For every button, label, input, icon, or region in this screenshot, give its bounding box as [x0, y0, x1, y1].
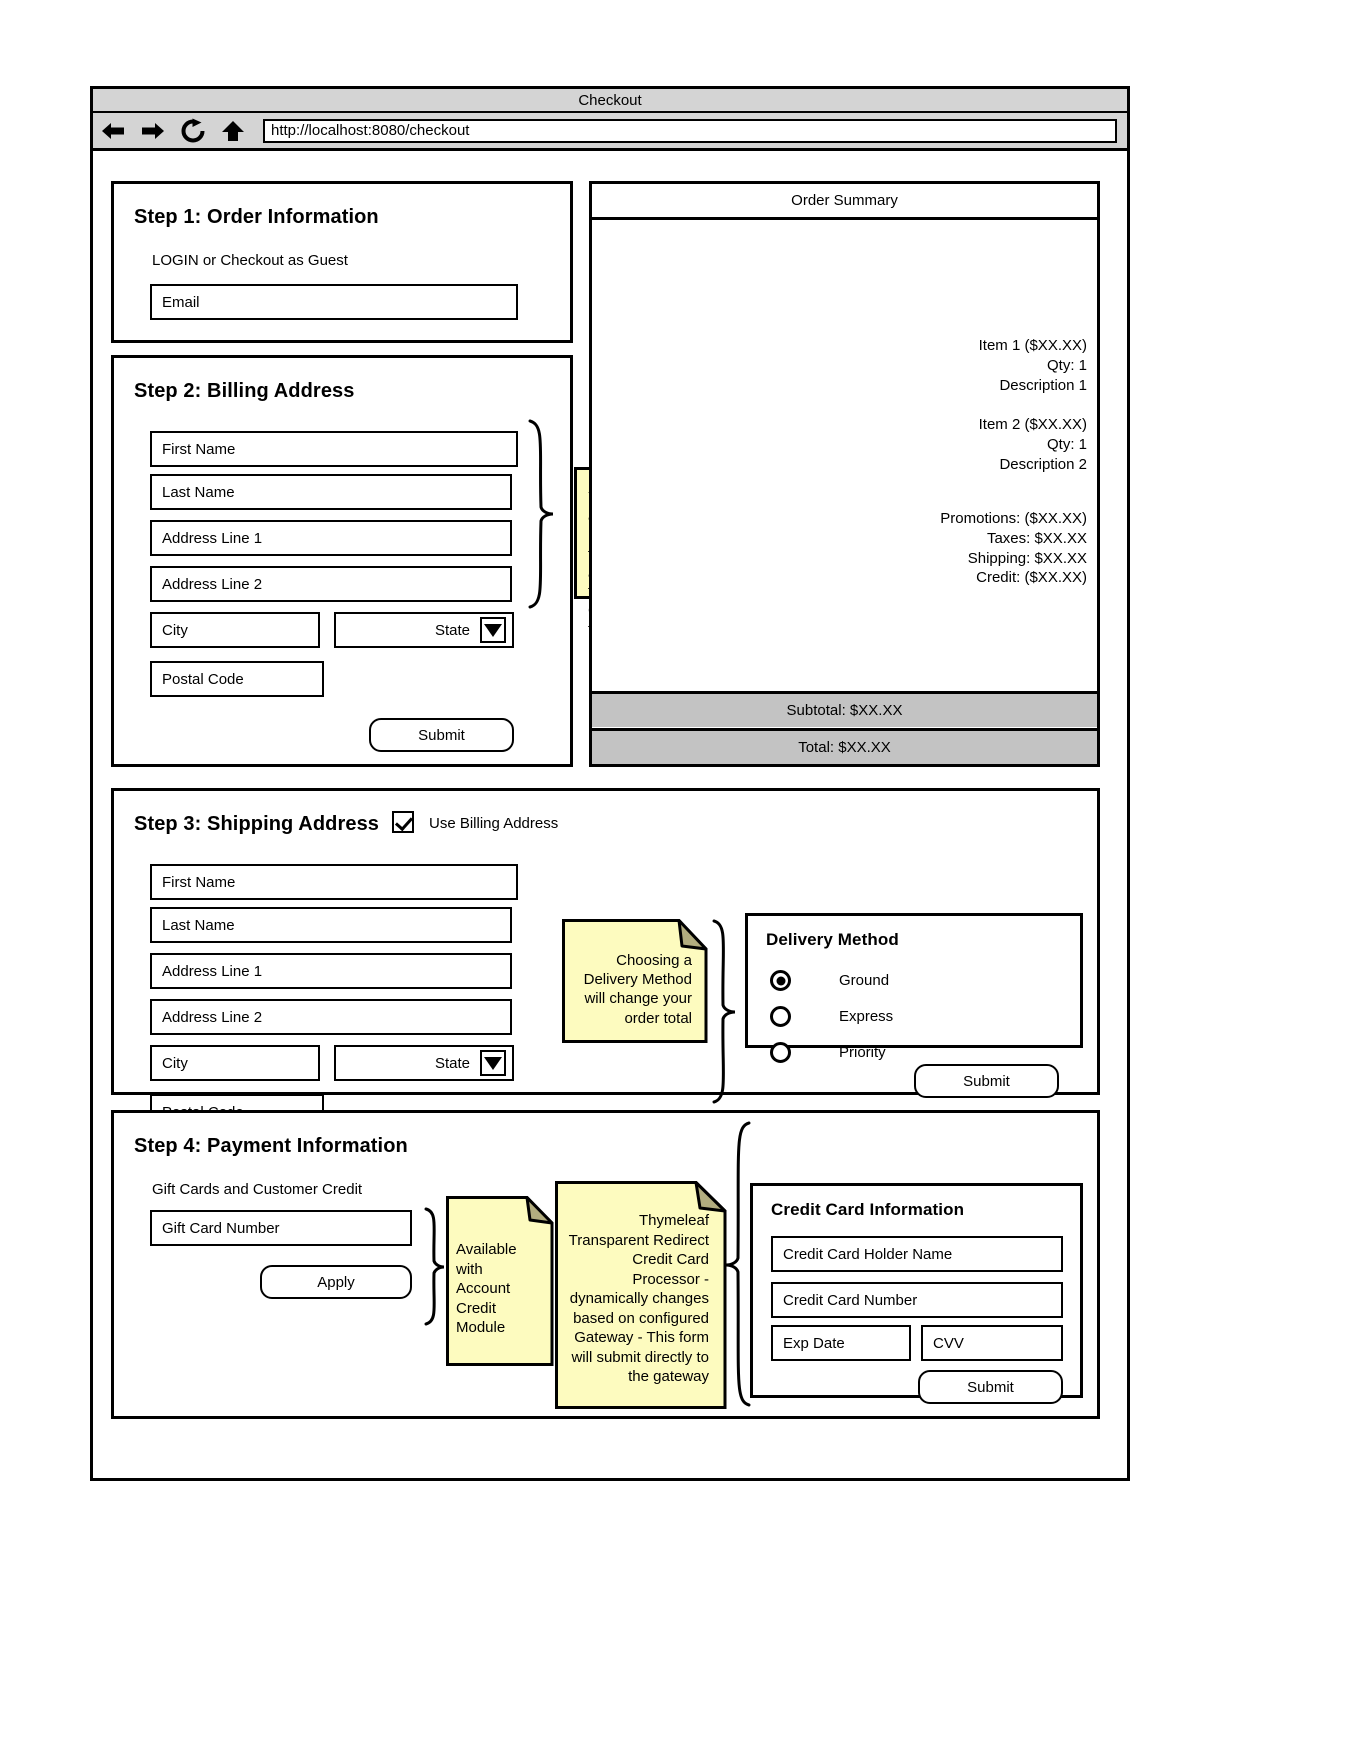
billing-address2-input[interactable]: [150, 566, 512, 602]
order-item-qty: Qty: 1: [1046, 436, 1087, 454]
url-bar[interactable]: [263, 119, 1117, 143]
forward-arrow-icon[interactable]: [139, 117, 167, 145]
credit-card-submit-button[interactable]: [918, 1370, 1063, 1404]
step-2-title: Step 2: Billing Address: [134, 380, 355, 402]
billing-address1-placeholder: Address Line 1: [162, 529, 263, 547]
gift-card-placeholder: Gift Card Number: [162, 1219, 280, 1237]
order-summary-title: Order Summary: [791, 192, 898, 209]
shipping-address1-input[interactable]: [150, 953, 512, 989]
delivery-option-label: Priority: [839, 1044, 886, 1061]
account-credit-note-text: Available with Account Credit Module: [456, 1241, 517, 1336]
order-summary-adjustments: [940, 509, 1087, 588]
credit-card-brace: [723, 1121, 751, 1407]
radio-express-icon[interactable]: [770, 1006, 791, 1027]
radio-priority-icon[interactable]: [770, 1042, 791, 1063]
step-4-title: Step 4: Payment Information: [134, 1135, 408, 1157]
credit-card-title: Credit Card Information: [771, 1200, 965, 1219]
gift-card-number-input[interactable]: [150, 1210, 412, 1246]
billing-address2-placeholder: Address Line 2: [162, 575, 263, 593]
subtotal-row: [592, 691, 1097, 727]
billing-postal-code-input[interactable]: [150, 661, 324, 697]
apply-gift-card-button[interactable]: [260, 1265, 412, 1299]
billing-fields-brace: [527, 419, 557, 609]
step-2-panel: [111, 355, 573, 767]
email-input[interactable]: [150, 284, 518, 320]
cc-number-input[interactable]: [771, 1282, 1063, 1318]
subtotal-text: Subtotal: $XX.XX: [786, 702, 903, 719]
step-3-title: Step 3: Shipping Address: [134, 813, 380, 835]
gift-cards-label: Gift Cards and Customer Credit: [152, 1181, 363, 1198]
billing-first-name-input[interactable]: [150, 431, 518, 467]
home-icon[interactable]: [219, 117, 247, 145]
delivery-brace: [710, 919, 738, 1104]
credit-card-panel: [750, 1183, 1083, 1398]
order-summary-panel: [589, 181, 1100, 767]
reload-icon[interactable]: [179, 117, 207, 145]
delivery-note-text: Choosing a Delivery Method will change your order total: [583, 952, 692, 1027]
order-summary-header: [592, 184, 1097, 220]
browser-navbar: [93, 113, 1127, 151]
gift-card-brace: [423, 1207, 447, 1325]
shipping-state-select[interactable]: [334, 1045, 514, 1081]
order-item-qty: Qty: 1: [1046, 356, 1087, 374]
email-placeholder: Email: [162, 293, 200, 311]
shipping-submit-button[interactable]: [914, 1064, 1059, 1098]
billing-last-name-input[interactable]: [150, 474, 512, 510]
order-item-description: Description 2: [999, 455, 1087, 473]
browser-titlebar: [93, 89, 1127, 113]
cc-holder-name-input[interactable]: [771, 1236, 1063, 1272]
shipping-first-name-input[interactable]: [150, 864, 518, 900]
delivery-option-row[interactable]: [770, 1042, 886, 1063]
shipping-submit-label: Submit: [963, 1072, 1010, 1090]
cc-number-placeholder: Credit Card Number: [783, 1291, 918, 1309]
login-guest-label: LOGIN or Checkout as Guest: [152, 252, 348, 269]
credit-line: Credit: ($XX.XX): [976, 569, 1087, 587]
window-title: Checkout: [578, 91, 642, 109]
step-4-panel: [111, 1110, 1100, 1419]
delivery-option-row[interactable]: [770, 1006, 893, 1027]
billing-submit-label: Submit: [418, 726, 465, 744]
billing-city-input[interactable]: [150, 612, 320, 648]
delivery-method-title: Delivery Method: [766, 930, 899, 949]
shipping-address2-input[interactable]: [150, 999, 512, 1035]
cc-exp-date-input[interactable]: [771, 1325, 911, 1361]
total-row: [592, 728, 1097, 764]
step-1-panel: [111, 181, 573, 343]
account-credit-note: [446, 1196, 550, 1362]
radio-ground-icon[interactable]: [770, 970, 791, 991]
order-item-name: Item 2 ($XX.XX): [978, 416, 1087, 434]
billing-city-placeholder: City: [162, 621, 188, 639]
url-text: http://localhost:8080/checkout: [271, 122, 470, 139]
delivery-option-label: Express: [839, 1008, 894, 1025]
promotions-line: Promotions: ($XX.XX): [940, 510, 1087, 527]
cc-exp-placeholder: Exp Date: [783, 1334, 845, 1352]
shipping-last-name-input[interactable]: [150, 907, 512, 943]
shipping-city-input[interactable]: [150, 1045, 320, 1081]
shipping-city-placeholder: City: [162, 1054, 188, 1072]
order-item: [979, 336, 1087, 395]
credit-card-submit-label: Submit: [967, 1378, 1014, 1396]
shipping-line: Shipping: $XX.XX: [967, 549, 1087, 567]
checkbox-icon[interactable]: [392, 811, 414, 833]
use-billing-address-checkbox[interactable]: [392, 811, 414, 833]
step-3-panel: [111, 788, 1100, 1095]
billing-postal-code-placeholder: Postal Code: [162, 670, 244, 688]
chevron-down-icon[interactable]: [480, 617, 506, 643]
billing-state-value: State: [434, 621, 470, 639]
delivery-option-label: Ground: [839, 972, 890, 989]
page-viewport: [93, 151, 1127, 1476]
billing-state-select[interactable]: [334, 612, 514, 648]
delivery-option-row[interactable]: [770, 970, 889, 991]
step-1-title: Step 1: Order Information: [134, 206, 379, 228]
chevron-down-icon[interactable]: [480, 1050, 506, 1076]
order-item-name: Item 1 ($XX.XX): [978, 337, 1087, 354]
delivery-note: [562, 919, 704, 1039]
billing-last-name-placeholder: Last Name: [162, 483, 235, 501]
cc-holder-placeholder: Credit Card Holder Name: [783, 1245, 953, 1263]
order-item-description: Description 1: [999, 376, 1087, 394]
taxes-line: Taxes: $XX.XX: [986, 529, 1087, 547]
shipping-state-value: State: [434, 1054, 470, 1072]
browser-window: [90, 86, 1130, 1481]
thymeleaf-note: [555, 1181, 723, 1405]
order-summary-items: [979, 336, 1087, 475]
back-arrow-icon[interactable]: [99, 117, 127, 145]
order-item: [979, 415, 1087, 474]
cc-cvv-placeholder: CVV: [933, 1334, 964, 1352]
apply-label: Apply: [317, 1273, 355, 1291]
shipping-last-name-placeholder: Last Name: [162, 916, 235, 934]
shipping-address1-placeholder: Address Line 1: [162, 962, 263, 980]
billing-address1-input[interactable]: [150, 520, 512, 556]
thymeleaf-note-text: Thymeleaf Transparent Redirect Credit Card Processor - dynamically changes based on configured Gateway - This form will submit directly to the gateway: [568, 1212, 709, 1385]
billing-first-name-placeholder: First Name: [162, 440, 236, 458]
total-text: Total: $XX.XX: [798, 739, 891, 756]
use-billing-address-label: Use Billing Address: [429, 815, 559, 832]
shipping-address2-placeholder: Address Line 2: [162, 1008, 263, 1026]
delivery-method-panel: [745, 913, 1083, 1061]
shipping-first-name-placeholder: First Name: [162, 873, 236, 891]
billing-submit-button[interactable]: [369, 718, 514, 752]
cc-cvv-input[interactable]: [921, 1325, 1063, 1361]
